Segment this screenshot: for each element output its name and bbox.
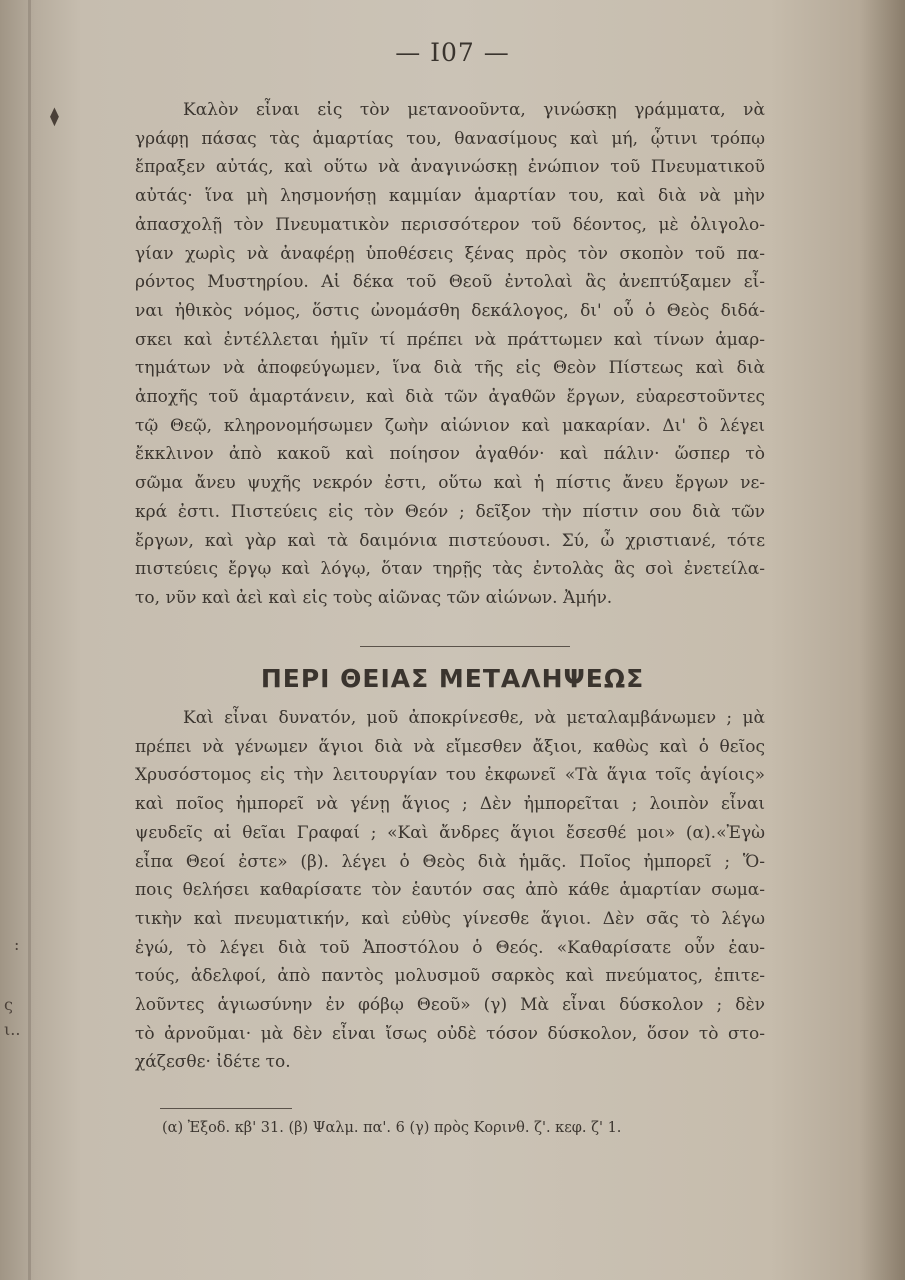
text-line: γίαν χωρὶς νὰ ἀναφέρῃ ὑποθέσεις ξένας πρὸς τὸν σκοπὸν τοῦ πα- — [135, 243, 765, 264]
text-line: ἀπασχολῇ τὸν Πνευματικὸν περισσότερον τοῦ δέοντος, μὲ ὀλιγολο- — [135, 214, 765, 235]
text-line: τικὴν καὶ πνευματικήν, καὶ εὐθὺς γίνεσθε ἅγιοι. Δὲν σᾶς τὸ λέγω — [135, 908, 765, 929]
text-line: Χρυσόστομος εἰς τὴν λειτουργίαν του ἐκφωνεῖ «Τὰ ἅγια τοῖς ἁγίοις» — [135, 765, 765, 786]
text-line: γράφῃ πάσας τὰς ἁμαρτίας του, θανασίμους καὶ μή, ᾧτινι τρόπῳ — [135, 128, 765, 149]
paragraph-communion — [135, 704, 765, 1077]
text-line: αὐτάς· ἵνα μὴ λησμονήσῃ καμμίαν ἁμαρτίαν του, καὶ διὰ νὰ μὴν — [135, 186, 765, 207]
margin-mark: ς — [4, 995, 13, 1014]
text-line: σῶμα ἄνευ ψυχῆς νεκρόν ἐστι, οὕτω καὶ ἡ πίστις ἄνευ ἔργων νε- — [135, 473, 765, 494]
page-number: — I07 — — [395, 38, 510, 67]
text-line: τημάτων νὰ ἀποφεύγωμεν, ἵνα διὰ τῆς εἰς Θεὸν Πίστεως καὶ διὰ — [135, 358, 765, 379]
text-line: ἔργων, καὶ γὰρ καὶ τὰ δαιμόνια πιστεύουσι. Σύ, ὦ χριστιανέ, τότε — [135, 530, 765, 551]
text-line: κρά ἐστι. Πιστεύεις εἰς τὸν Θεόν ; δεῖξον τὴν πίστιν σου διὰ τῶν — [135, 501, 765, 522]
text-line: σκει καὶ ἐντέλλεται ἡμῖν τί πρέπει νὰ πράττωμεν καὶ τίνων ἁμαρ- — [135, 329, 765, 350]
text-line: ἔπραξεν αὐτάς, καὶ οὕτω νὰ ἀναγινώσκῃ ἐνώπιον τοῦ Πνευματικοῦ — [135, 157, 765, 178]
text-line: χάζεσθε· ἰδέτε το. — [135, 1052, 291, 1073]
text-line: τούς, ἀδελφοί, ἀπὸ παντὸς μολυσμοῦ σαρκὸς καὶ πνεύματος, ἐπιτε- — [135, 966, 765, 987]
text-line: πιστεύεις ἔργῳ καὶ λόγῳ, ὅταν τηρῇς τὰς ἐντολὰς ἃς σοὶ ἐνετείλα- — [135, 559, 765, 580]
text-line: τῷ Θεῷ, κληρονομήσωμεν ζωὴν αἰώνιον καὶ μακαρίαν. Δι' ὃ λέγει — [135, 415, 765, 436]
text-line: Καλὸν εἶναι εἰς τὸν μετανοοῦντα, γινώσκῃ γράμματα, νὰ — [183, 100, 765, 120]
margin-mark-arrow: ⧫ — [50, 106, 59, 127]
footnote: (α) Ἐξοδ. κβ' 31. (β) Ψαλμ. πα'. 6 (γ) πρὸς Κορινθ. ζ'. κεφ. ζ' 1. — [162, 1120, 622, 1136]
text-line: ψευδεῖς αἱ θεῖαι Γραφαί ; «Καὶ ἄνδρες ἅγιοι ἔσεσθέ μοι» (α).«Ἐγὼ — [135, 822, 765, 843]
text-line: το, νῦν καὶ ἀεὶ καὶ εἰς τοὺς αἰῶνας τῶν αἰώνων. Ἀμήν. — [135, 587, 613, 608]
text-line: ποις θελήσει καθαρίσατε τὸν ἑαυτόν σας ἀπὸ κάθε ἁμαρτίαν σωμα- — [135, 880, 765, 901]
footnote-divider — [160, 1108, 292, 1109]
text-line: Καὶ εἶναι δυνατόν, μοῦ ἀποκρίνεσθε, νὰ μεταλαμβάνωμεν ; μὰ — [183, 708, 765, 728]
text-line: ἀποχῆς τοῦ ἁμαρτάνειν, καὶ διὰ τῶν ἀγαθῶν ἔργων, εὐαρεστοῦντες — [135, 387, 765, 408]
text-line: ἐγώ, τὸ λέγει διὰ τοῦ Ἀποστόλου ὁ Θεός. «Καθαρίσατε οὖν ἑαυ- — [135, 937, 765, 958]
section-heading: ΠΕΡΙ ΘΕΙΑΣ ΜΕΤΑΛΗΨΕΩΣ — [260, 664, 645, 693]
text-line: λοῦντες ἁγιωσύνην ἐν φόβῳ Θεοῦ» (γ) Μὰ εἶναι δύσκολον ; δὲν — [135, 995, 765, 1016]
paragraph-confession — [135, 96, 765, 613]
text-line: ναι ἠθικὸς νόμος, ὅστις ὠνομάσθη δεκάλογος, δι' οὗ ὁ Θεὸς διδά- — [135, 300, 765, 321]
text-line: τὸ ἀρνοῦμαι· μὰ δὲν εἶναι ἴσως οὐδὲ τόσον δύσκολον, ὅσον τὸ στο- — [135, 1023, 765, 1044]
margin-mark: : — [14, 935, 20, 954]
text-line: ρόντος Μυστηρίου. Αἱ δέκα τοῦ Θεοῦ ἐντολαὶ ἃς ἀνεπτύξαμεν εἶ- — [135, 272, 765, 293]
text-line: καὶ ποῖος ἠμπορεῖ νὰ γένῃ ἅγιος ; Δὲν ἠμπορεῖται ; λοιπὸν εἶναι — [135, 794, 765, 815]
section-divider — [360, 646, 570, 647]
text-line: εἶπα Θεοί ἐστε» (β). λέγει ὁ Θεὸς διὰ ἡμᾶς. Ποῖος ἠμπορεῖ ; Ὅ- — [135, 851, 765, 872]
margin-mark: ι.. — [4, 1020, 21, 1039]
text-line: ἔκκλινον ἀπὸ κακοῦ καὶ ποίησον ἀγαθόν· καὶ πάλιν· ὥσπερ τὸ — [135, 444, 765, 465]
text-line: πρέπει νὰ γένωμεν ἅγιοι διὰ νὰ εἴμεσθεν ἄξιοι, καθὼς καὶ ὁ θεῖος — [135, 736, 765, 757]
